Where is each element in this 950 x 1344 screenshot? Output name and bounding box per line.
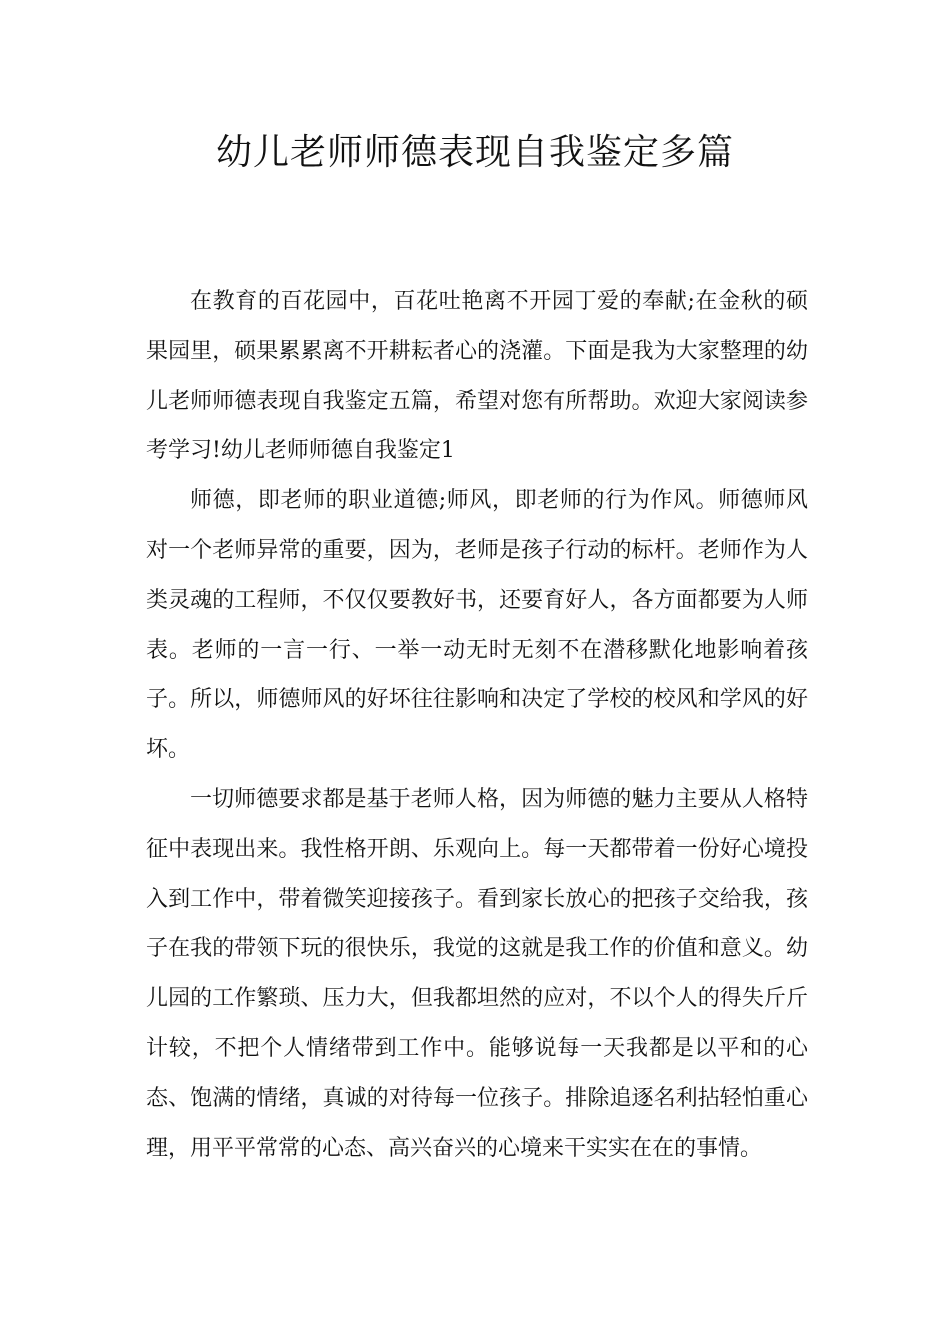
document-title: 幼儿老师师德表现自我鉴定多篇 [215,132,734,173]
paragraph-personality: 一切师德要求都是基于老师人格，因为师德的魅力主要从人格特征中表现出来。我性格开朗、乐观向上。每一天都带着一份好心境投入到工作中，带着微笑迎接孩子。看到家长放心的把孩子交给我，孩子在我的带领下玩的很快乐，我觉的这就是我工作的价值和意义。幼儿园的工作繁琐、压力大，但我都坦然的应对，不以个人的得失斤斤计较，不把个人情绪带到工作中。能够说每一天我都是以平和的心态、饱满的情绪，真诚的对待每一位孩子。排除追逐名利拈轻怕重心理，用平平常常的心态、高兴奋兴的心境来干实实在在的事情。 [146,786,808,1161]
document-body [146,277,808,1173]
paragraph-intro: 在教育的百花园中，百花吐艳离不开园丁爱的奉献;在金秋的硕果园里，硕果累累离不开耕耘者心的浇灌。下面是我为大家整理的幼儿老师师德表现自我鉴定五篇，希望对您有所帮助。欢迎大家阅读参考学习!幼儿老师师德自我鉴定1 [146,289,808,464]
paragraph-teacher-ethics: 师德，即老师的职业道德;师风，即老师的行为作风。师德师风对一个老师异常的重要，因为，老师是孩子行动的标杆。老师作为人类灵魂的工程师，不仅仅要教好书，还要育好人，各方面都要为人师表。老师的一言一行、一举一动无时无刻不在潜移默化地影响着孩子。所以，师德师风的好坏往往影响和决定了学校的校风和学风的好坏。 [146,488,808,763]
